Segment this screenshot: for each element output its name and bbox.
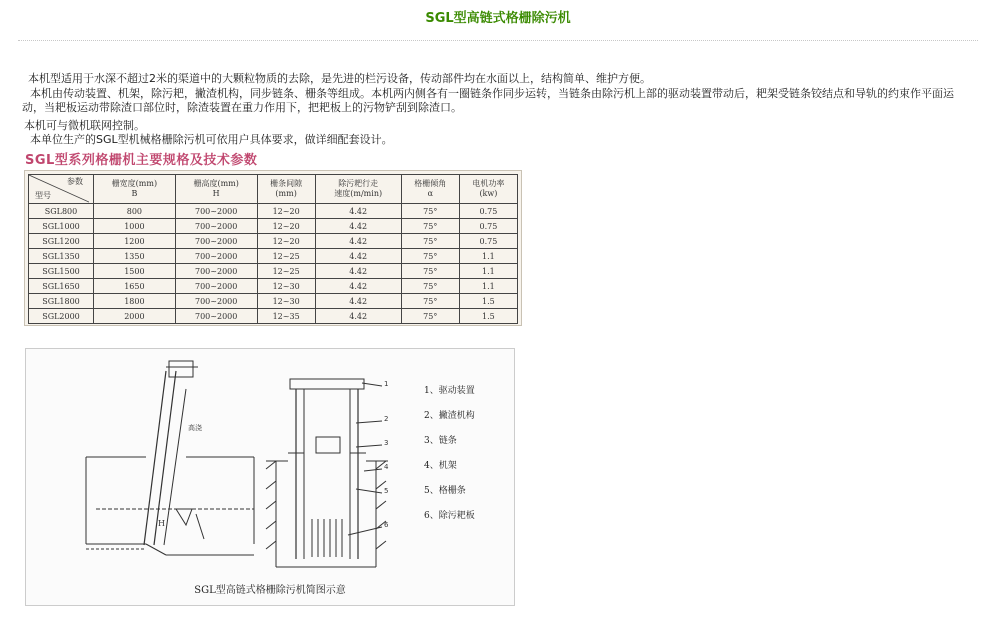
spec-cell: 1350 <box>94 249 176 264</box>
spec-cell: 4.42 <box>315 219 401 234</box>
spec-table-header-row <box>29 175 518 204</box>
spec-cell: 1.1 <box>459 279 517 294</box>
spec-cell: 1200 <box>94 234 176 249</box>
spec-cell: 700~2000 <box>175 309 257 324</box>
spec-cell: 12~20 <box>257 234 315 249</box>
spec-cell: 4.42 <box>315 309 401 324</box>
header-param-label: 参数 <box>67 177 83 186</box>
table-row <box>29 294 518 309</box>
spec-table-image <box>24 170 522 326</box>
table-row <box>29 279 518 294</box>
spec-cell: 700~2000 <box>175 279 257 294</box>
model-cell: SGL800 <box>29 204 94 219</box>
header-col-angle: 格栅倾角 α <box>401 175 459 204</box>
spec-cell: 75° <box>401 294 459 309</box>
spec-cell: 75° <box>401 249 459 264</box>
legend-item-6: 6、除污耙板 <box>424 511 475 521</box>
callout-1: 1 <box>384 380 389 388</box>
intro-paragraph-4: 本单位生产的SGL型机械格栅除污机可依用户具体要求，做详细配套设计。 <box>30 133 393 146</box>
table-row <box>29 249 518 264</box>
header-col-gap: 栅条间隙 (mm) <box>257 175 315 204</box>
model-cell: SGL1200 <box>29 234 94 249</box>
spec-cell: 700~2000 <box>175 294 257 309</box>
spec-cell: 12~30 <box>257 294 315 309</box>
model-cell: SGL1500 <box>29 264 94 279</box>
callout-5: 5 <box>384 487 389 495</box>
spec-cell: 1.1 <box>459 249 517 264</box>
spec-cell: 700~2000 <box>175 264 257 279</box>
spec-cell: 4.42 <box>315 249 401 264</box>
spec-cell: 12~25 <box>257 249 315 264</box>
spec-cell: 1000 <box>94 219 176 234</box>
spec-cell: 75° <box>401 204 459 219</box>
intro-paragraph-2: 本机由传动装置、机架，除污耙，撇渣机构，同步链条、栅条等组成。本机两内侧各有一圈链条作同步运转，当链条由除污机上部的驱动装置带动后，耙架受链条铰结点和导轨的约束作平面运动，当耙板运动带除渣口部位时，除渣装置在重力作用下，把耙板上的污物铲刮到除渣口。 <box>22 87 954 114</box>
spec-cell: 4.42 <box>315 204 401 219</box>
spec-cell: 4.42 <box>315 234 401 249</box>
spec-cell: 2000 <box>94 309 176 324</box>
spec-cell: 75° <box>401 264 459 279</box>
intro-paragraph-3: 本机可与微机联网控制。 <box>24 119 145 132</box>
intro-paragraph-1: 本机型适用于水深不超过2米的渠道中的大颗粒物质的去除，是先进的栏污设备，传动部件均在水面以上，结构简单、维护方便。 <box>28 72 651 85</box>
spec-table-title: SGL型系列格栅机主要规格及技术参数 <box>25 153 258 168</box>
schematic-diagram <box>25 348 515 606</box>
spec-cell: 4.42 <box>315 264 401 279</box>
model-cell: SGL1650 <box>29 279 94 294</box>
spec-cell: 75° <box>401 309 459 324</box>
callout-2: 2 <box>384 415 389 423</box>
legend-item-4: 4、机架 <box>424 461 457 471</box>
spec-cell: 1800 <box>94 294 176 309</box>
spec-cell: 12~20 <box>257 219 315 234</box>
spec-cell: 0.75 <box>459 234 517 249</box>
model-cell: SGL1350 <box>29 249 94 264</box>
model-cell: SGL1800 <box>29 294 94 309</box>
spec-cell: 75° <box>401 219 459 234</box>
spec-cell: 1.1 <box>459 264 517 279</box>
header-col-width: 栅宽度(mm) B <box>94 175 176 204</box>
spec-cell: 700~2000 <box>175 219 257 234</box>
callout-4: 4 <box>384 463 389 471</box>
header-model-label: 型号 <box>35 191 51 200</box>
spec-cell: 800 <box>94 204 176 219</box>
spec-cell: 4.42 <box>315 294 401 309</box>
legend-item-3: 3、链条 <box>424 436 457 446</box>
spec-table <box>28 174 518 324</box>
spec-cell: 12~25 <box>257 264 315 279</box>
diagram-caption: SGL型高链式格栅除污机简图示意 <box>194 585 346 596</box>
legend-item-2: 2、撇渣机构 <box>424 411 475 421</box>
spec-table-body <box>29 204 518 324</box>
table-row <box>29 264 518 279</box>
table-row <box>29 309 518 324</box>
spec-cell: 700~2000 <box>175 204 257 219</box>
table-row <box>29 219 518 234</box>
spec-cell: 0.75 <box>459 204 517 219</box>
legend-item-5: 5、格栅条 <box>424 486 466 496</box>
diagram-label-gaojiao: 高浇 <box>188 424 202 432</box>
header-diagonal-cell <box>29 175 94 204</box>
legend-item-1: 1、驱动装置 <box>424 386 475 396</box>
model-cell: SGL1000 <box>29 219 94 234</box>
spec-cell: 12~30 <box>257 279 315 294</box>
table-row <box>29 234 518 249</box>
table-row <box>29 204 518 219</box>
callout-6: 6 <box>384 521 389 529</box>
spec-cell: 700~2000 <box>175 249 257 264</box>
spec-cell: 0.75 <box>459 219 517 234</box>
spec-cell: 12~20 <box>257 204 315 219</box>
spec-cell: 75° <box>401 234 459 249</box>
spec-cell: 4.42 <box>315 279 401 294</box>
spec-cell: 1650 <box>94 279 176 294</box>
spec-cell: 75° <box>401 279 459 294</box>
spec-cell: 700~2000 <box>175 234 257 249</box>
header-col-power: 电机功率 (kw) <box>459 175 517 204</box>
title-divider <box>18 40 978 41</box>
spec-cell: 12~35 <box>257 309 315 324</box>
diagram-label-h: H <box>158 519 165 528</box>
spec-cell: 1.5 <box>459 294 517 309</box>
spec-cell: 1.5 <box>459 309 517 324</box>
header-col-height: 栅高度(mm) H <box>175 175 257 204</box>
header-col-speed: 除污耙行走 速度(m/min) <box>315 175 401 204</box>
model-cell: SGL2000 <box>29 309 94 324</box>
callout-3: 3 <box>384 439 389 447</box>
page-title: SGL型高链式格栅除污机 <box>425 11 571 26</box>
spec-cell: 1500 <box>94 264 176 279</box>
